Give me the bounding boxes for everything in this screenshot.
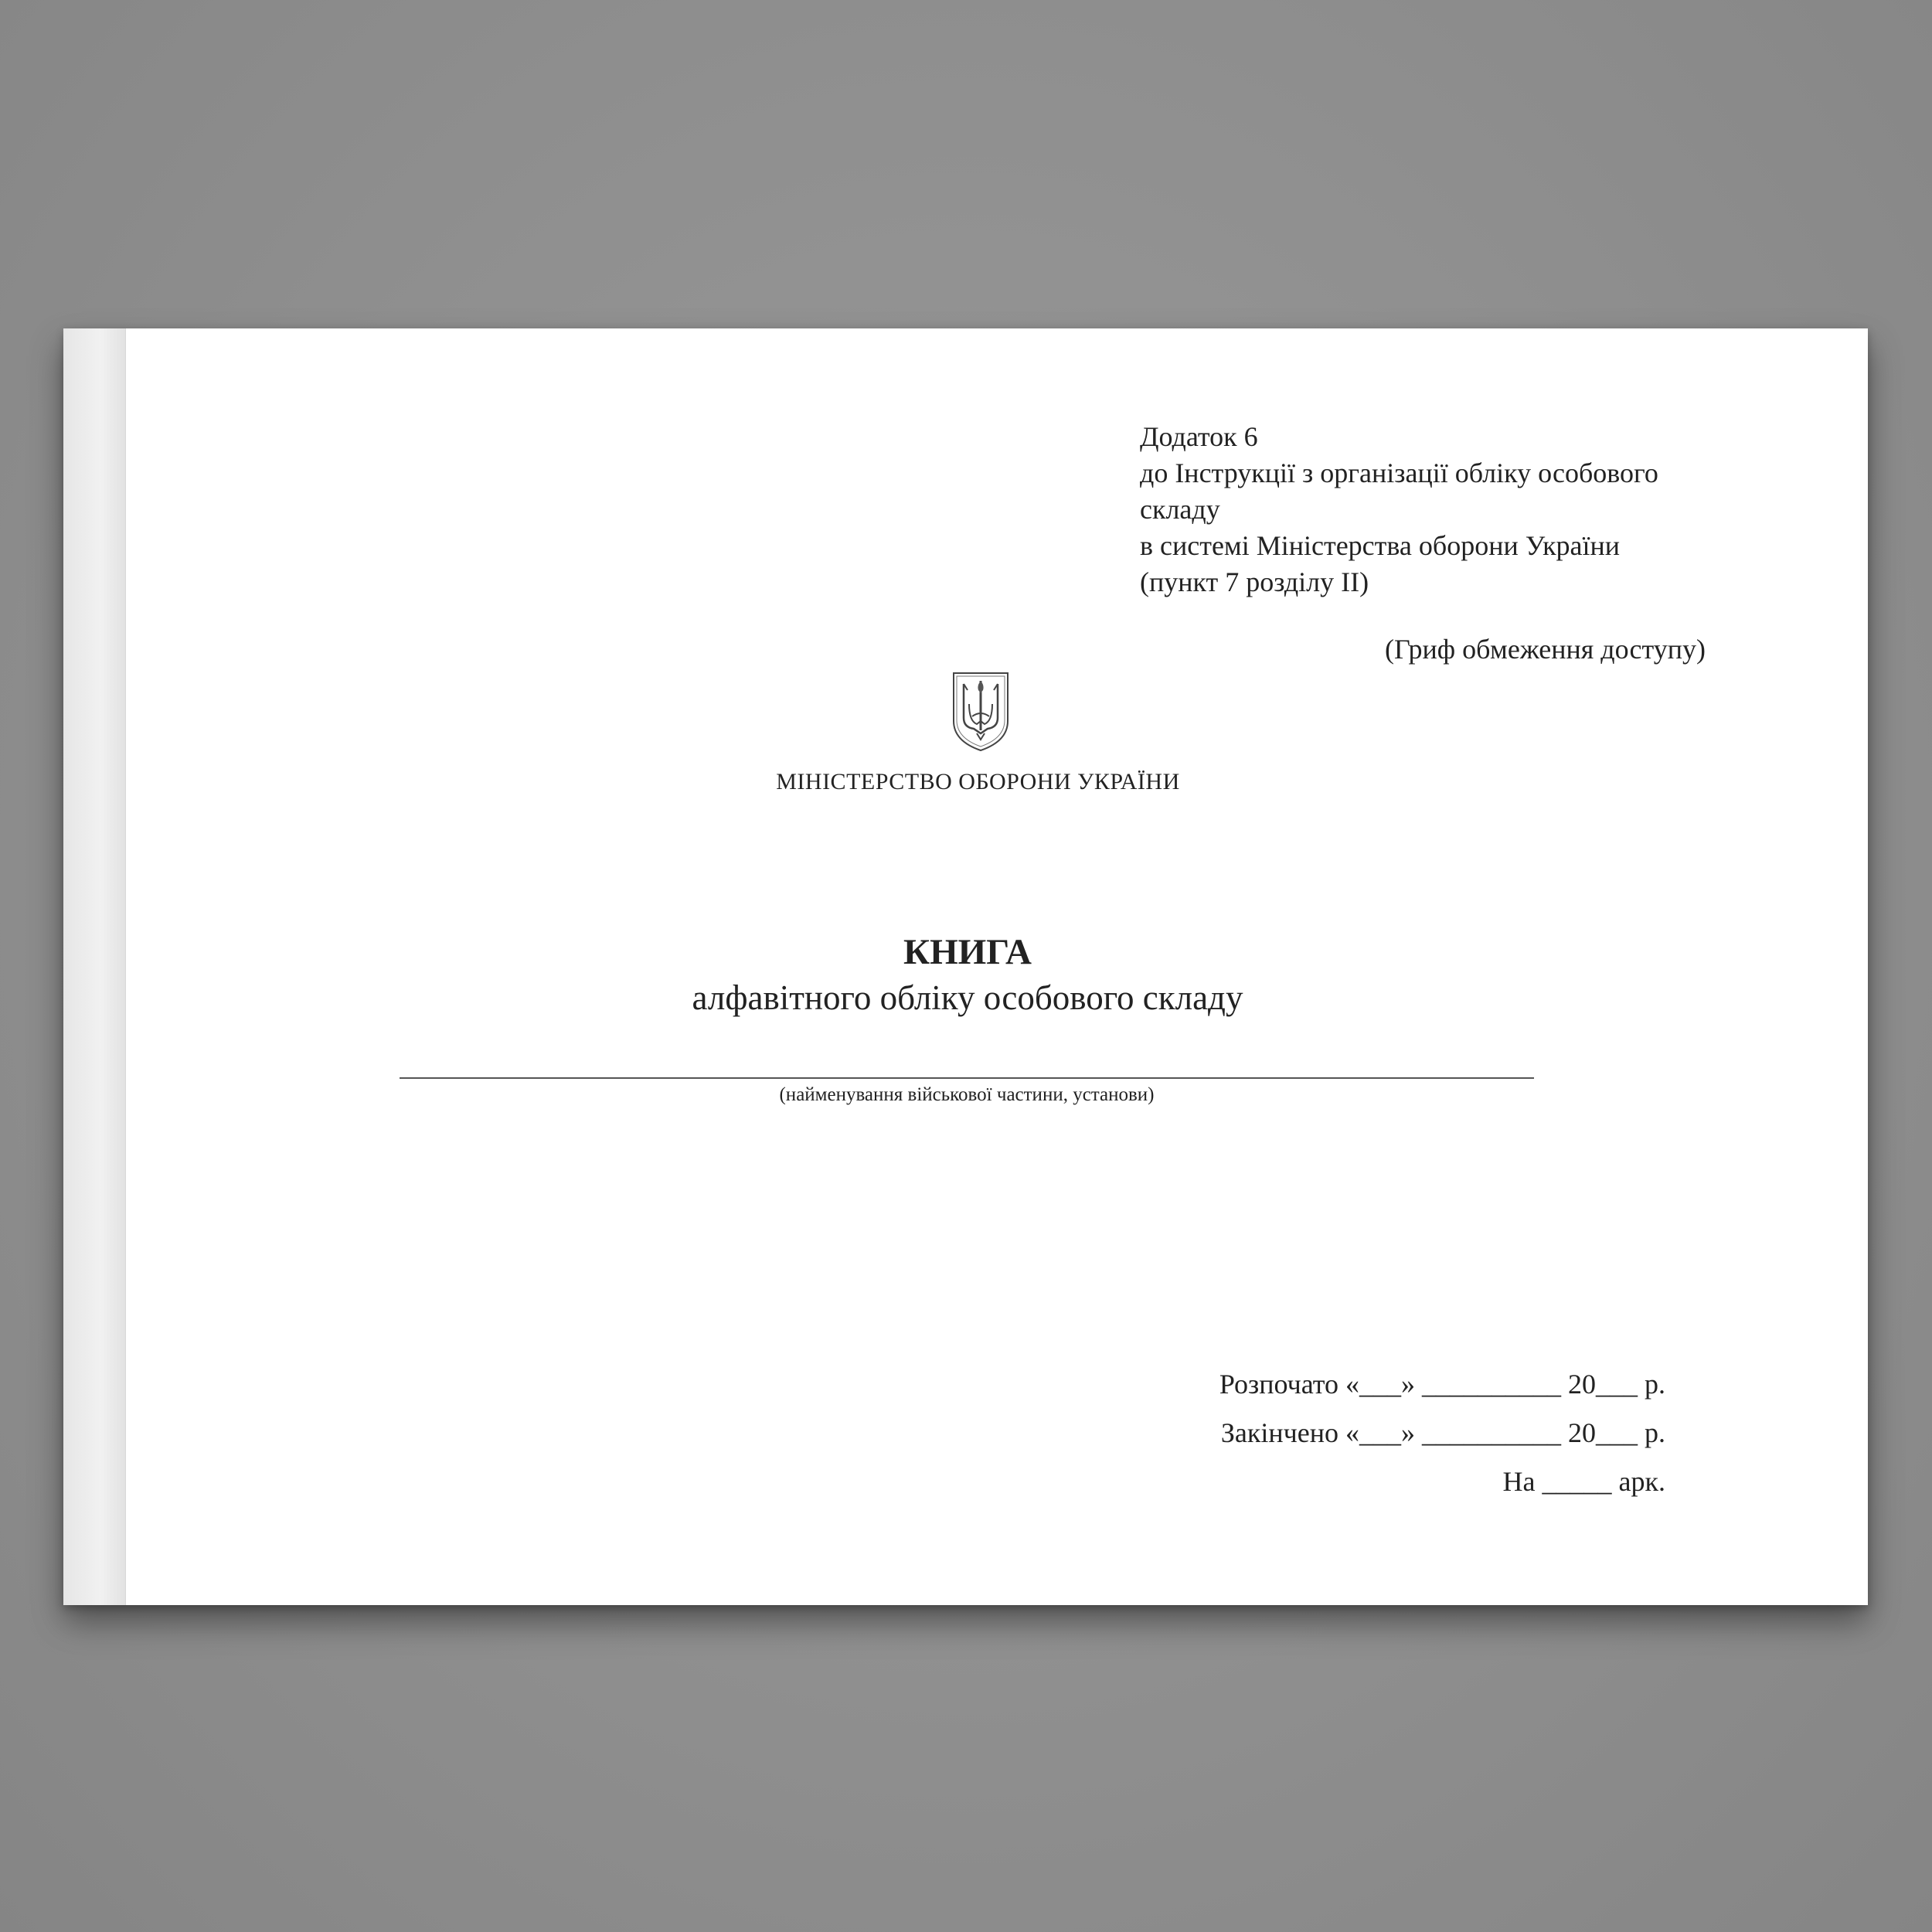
- access-restriction-label: (Гриф обмеження доступу): [1384, 634, 1706, 665]
- unit-name-line: [400, 1077, 1534, 1079]
- finished-date-line: Закінчено «___» __________ 20___ р.: [1220, 1417, 1665, 1448]
- annex-line: до Інструкції з організації обліку особового: [1140, 457, 1658, 488]
- unit-name-caption: (найменування військової частини, установи): [779, 1084, 1155, 1105]
- started-date-line: Розпочато «___» __________ 20___ р.: [1219, 1369, 1665, 1400]
- document-title: КНИГА: [903, 932, 1032, 972]
- annex-number: Додаток 6: [1140, 421, 1258, 452]
- annex-block: [1140, 419, 1727, 600]
- sheets-count-line: На _____ арк.: [1502, 1466, 1665, 1497]
- annex-line: складу: [1140, 494, 1220, 525]
- trident-coat-of-arms-icon: [951, 670, 1011, 753]
- book-cover: [63, 328, 1868, 1605]
- dates-block: [1219, 1360, 1665, 1506]
- annex-line: (пункт 7 розділу II): [1140, 566, 1369, 597]
- annex-line: в системі Міністерства оборони України: [1140, 530, 1621, 561]
- ministry-name: МІНІСТЕРСТВО ОБОРОНИ УКРАЇНИ: [776, 769, 1180, 794]
- document-subtitle: алфавітного обліку особового складу: [692, 978, 1243, 1017]
